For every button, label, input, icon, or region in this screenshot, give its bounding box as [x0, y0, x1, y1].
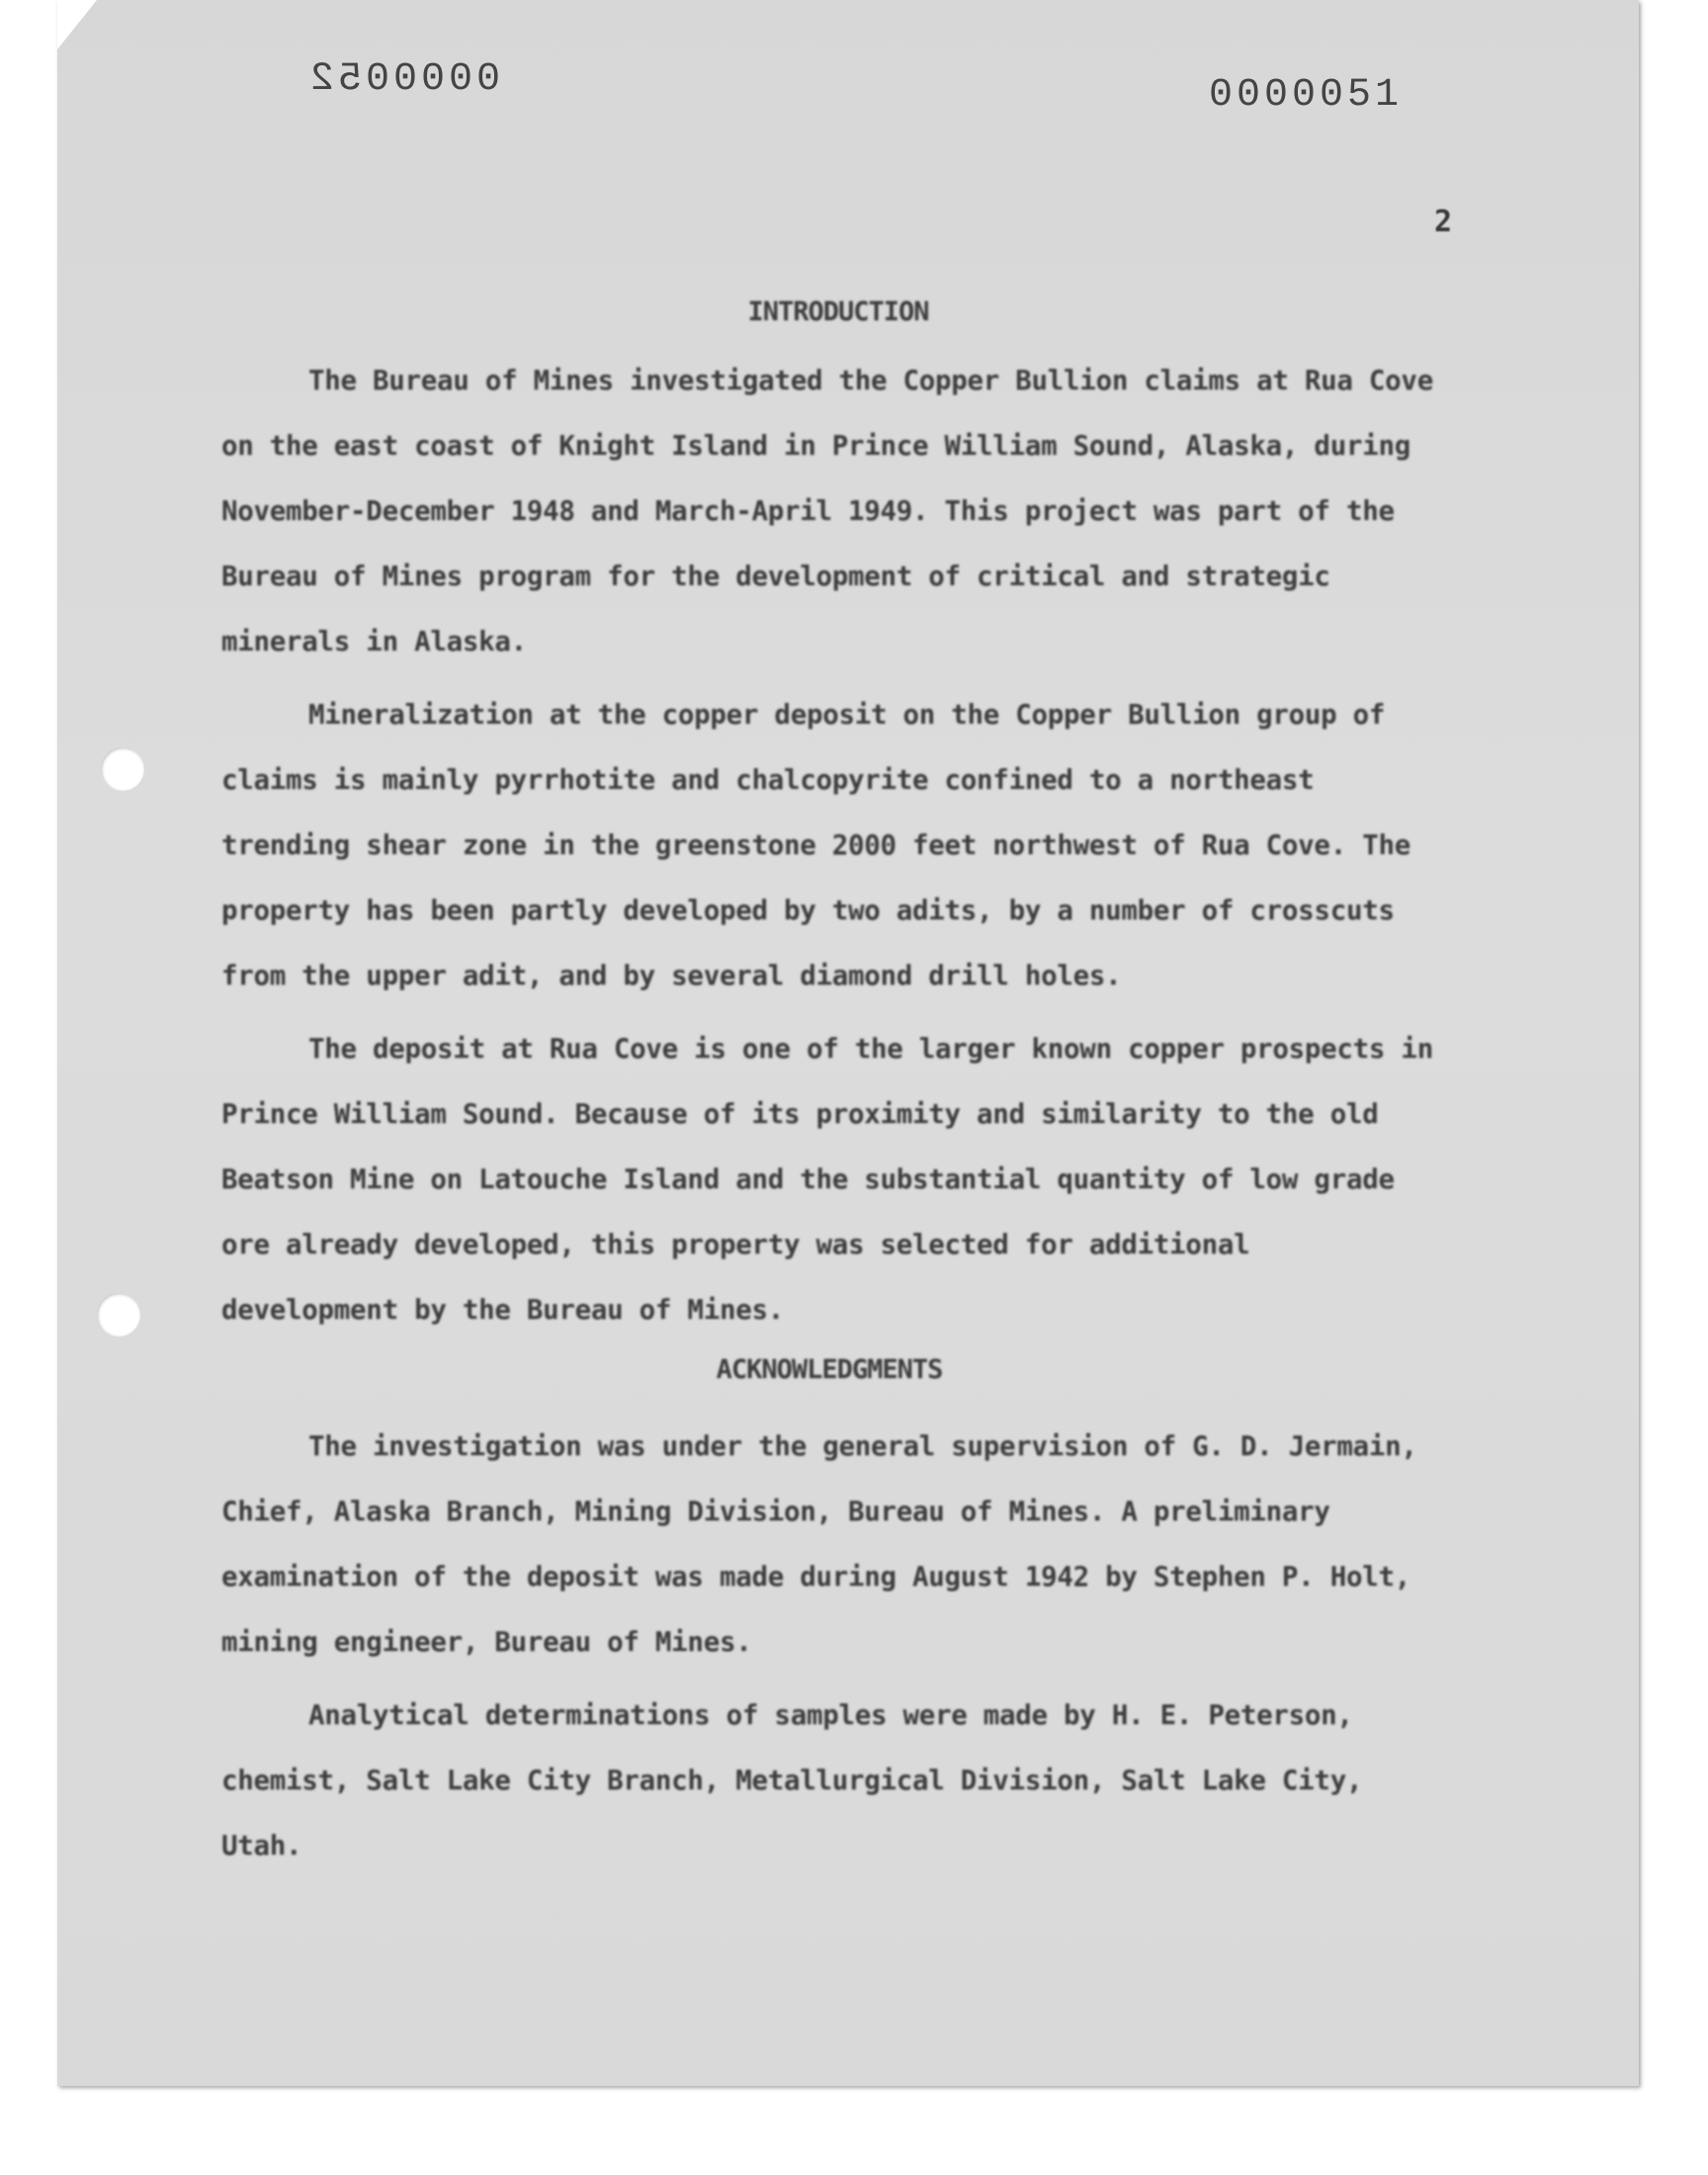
document-body: [221, 297, 1437, 1886]
punch-hole: [97, 1293, 140, 1337]
introduction-paragraph-2: Mineralization at the copper deposit on the Copper Bullion group of claims is mainly pyrrhotite and chalcopyrite confined to a northeast trending shear zone in the greenstone 2000 feet northwest of Rua Cove. The property has been partly developed by two adits, by a number of crosscuts from the upper adit, and by several diamond drill holes.: [221, 699, 1410, 992]
stamp-top-left: [306, 57, 500, 102]
acknowledgments-heading: ACKNOWLEDGMENTS: [716, 1354, 943, 1385]
punch-hole: [101, 747, 144, 791]
acknowledgments-paragraph-2: Analytical determinations of samples were made by H. E. Peterson, chemist, Salt Lake City Branch, Metallurgical Division, Salt Lake City, Utah.: [221, 1699, 1363, 1862]
page-number: 2: [1434, 205, 1453, 239]
folded-corner: [57, 0, 97, 49]
introduction-paragraph-3: The deposit at Rua Cove is one of the larger known copper prospects in Prince William Sound. Because of its proximity and similarity to the old Beatson Mine on Latouche Island and the substantial quantity of low grade ore already developed, this property was selected for additional development by the Bureau of Mines.: [221, 1033, 1433, 1326]
stamp-top-right: 0000051: [1209, 73, 1404, 118]
introduction-heading: INTRODUCTION: [747, 297, 929, 327]
stamp-top-left-text: 0000052: [306, 57, 501, 102]
document-page: [57, 0, 1639, 2086]
acknowledgments-paragraph-1: The investigation was under the general supervision of G. D. Jermain, Chief, Alaska Branch, Mining Division, Bureau of Mines. A preliminary examination of the deposit was made during August 1942 by Stephen P. Holt, mining engineer, Bureau of Mines.: [221, 1431, 1417, 1658]
introduction-paragraph-1: The Bureau of Mines investigated the Copper Bullion claims at Rua Cove on the east coast of Knight Island in Prince William Sound, Alaska, during November-December 1948 and March-April 1949. This project was part of the Bureau of Mines program for the development of critical and strategic minerals in Alaska.: [221, 365, 1433, 657]
